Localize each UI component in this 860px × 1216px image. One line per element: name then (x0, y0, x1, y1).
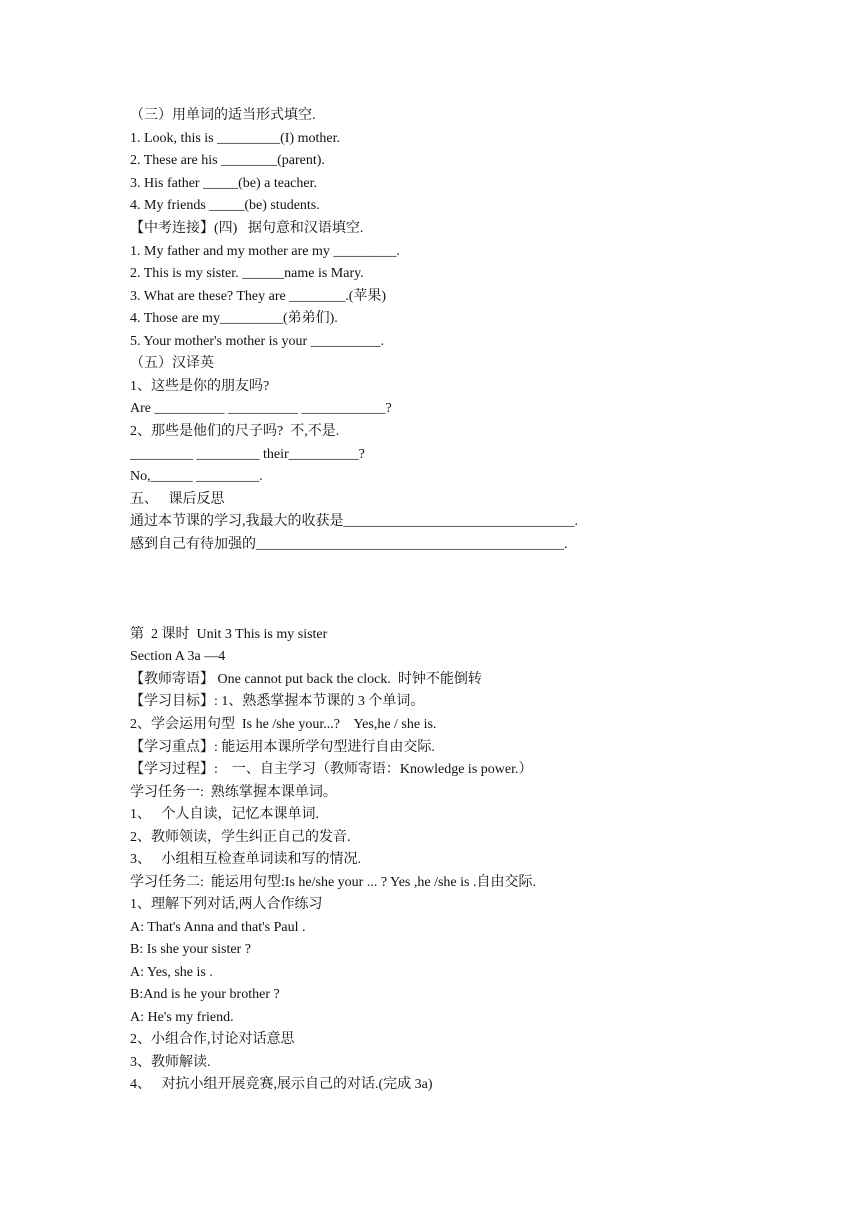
dialogue-line-2: B: Is she your sister ? (130, 942, 251, 957)
learning-goal-2: 2、学会运用句型 Is he /she your...? Yes,he / she is. (130, 717, 437, 732)
exercise-4-item-2: 2. This is my sister. ______name is Mary. (130, 266, 364, 281)
exercise-5-answer-1: Are __________ __________ ____________? (130, 401, 392, 416)
task-1-heading: 学习任务一: 熟练掌握本课单词。 (130, 785, 337, 800)
exercise-3-item-4: 4. My friends _____(be) students. (130, 198, 320, 213)
exercise-5-answer-2b: No,______ _________. (130, 469, 263, 484)
exercise-4-heading: 【中考连接】(四) 据句意和汉语填空. (130, 221, 364, 236)
exercise-4-item-4: 4. Those are my_________(弟弟们). (130, 311, 338, 326)
task-1-step-3: 3、 小组相互检查单词读和写的情况. (130, 852, 361, 867)
task-2-heading: 学习任务二: 能运用句型:Is he/she your ... ? Yes ,he /she is .自由交际. (130, 875, 536, 890)
exercise-4-item-1: 1. My father and my mother are my _________. (130, 244, 400, 259)
task-2-step-4: 4、 对抗小组开展竞赛,展示自己的对话.(完成 3a) (130, 1077, 433, 1092)
learning-goal-1: 【学习目标】: 1、熟悉掌握本节课的 3 个单词。 (130, 694, 425, 709)
lesson-title: 第 2 课时 Unit 3 This is my sister (130, 627, 328, 642)
exercise-4-item-5: 5. Your mother's mother is your __________. (130, 334, 385, 349)
exercise-5-question-2: 2、那些是他们的尺子吗? 不,不是. (130, 424, 340, 439)
dialogue-line-5: A: He's my friend. (130, 1010, 234, 1025)
dialogue-line-1: A: That's Anna and that's Paul . (130, 920, 306, 935)
task-1-step-1: 1、 个人自读，记忆本课单词. (130, 807, 319, 822)
exercise-3-heading: （三）用单词的适当形式填空. (130, 108, 316, 123)
exercise-3-item-2: 2. These are his ________(parent). (130, 153, 325, 168)
exercise-3-item-3: 3. His father _____(be) a teacher. (130, 176, 317, 191)
exercise-4-item-3: 3. What are these? They are ________.(苹果) (130, 289, 387, 304)
task-2-step-2: 2、小组合作,讨论对话意思 (130, 1032, 295, 1047)
learning-process: 【学习过程】: 一、自主学习（教师寄语：Knowledge is power.） (130, 762, 533, 777)
task-2-step-1: 1、理解下列对话,两人合作练习 (130, 897, 323, 912)
task-1-step-2: 2、教师领读，学生纠正自己的发音. (130, 830, 351, 845)
exercise-3-item-1: 1. Look, this is _________(I) mother. (130, 131, 340, 146)
teacher-message: 【教师寄语】 One cannot put back the clock. 时钟不能倒转 (130, 672, 482, 687)
lesson-section: Section A 3a —4 (130, 649, 226, 664)
dialogue-line-3: A: Yes, she is . (130, 965, 213, 980)
learning-focus: 【学习重点】: 能运用本课所学句型进行自由交际. (130, 740, 435, 755)
reflection-heading: 五、 课后反思 (130, 492, 225, 507)
exercise-5-answer-2a: _________ _________ their__________? (130, 447, 365, 462)
exercise-5-heading: （五）汉译英 (130, 356, 214, 371)
exercise-5-question-1: 1、这些是你的朋友吗? (130, 379, 270, 394)
task-2-step-3: 3、教师解读. (130, 1055, 211, 1070)
reflection-improve: 感到自己有待加强的____________________________________________. (130, 537, 568, 552)
dialogue-line-4: B:And is he your brother ? (130, 987, 280, 1002)
reflection-gain: 通过本节课的学习,我最大的收获是_________________________________. (130, 514, 578, 529)
